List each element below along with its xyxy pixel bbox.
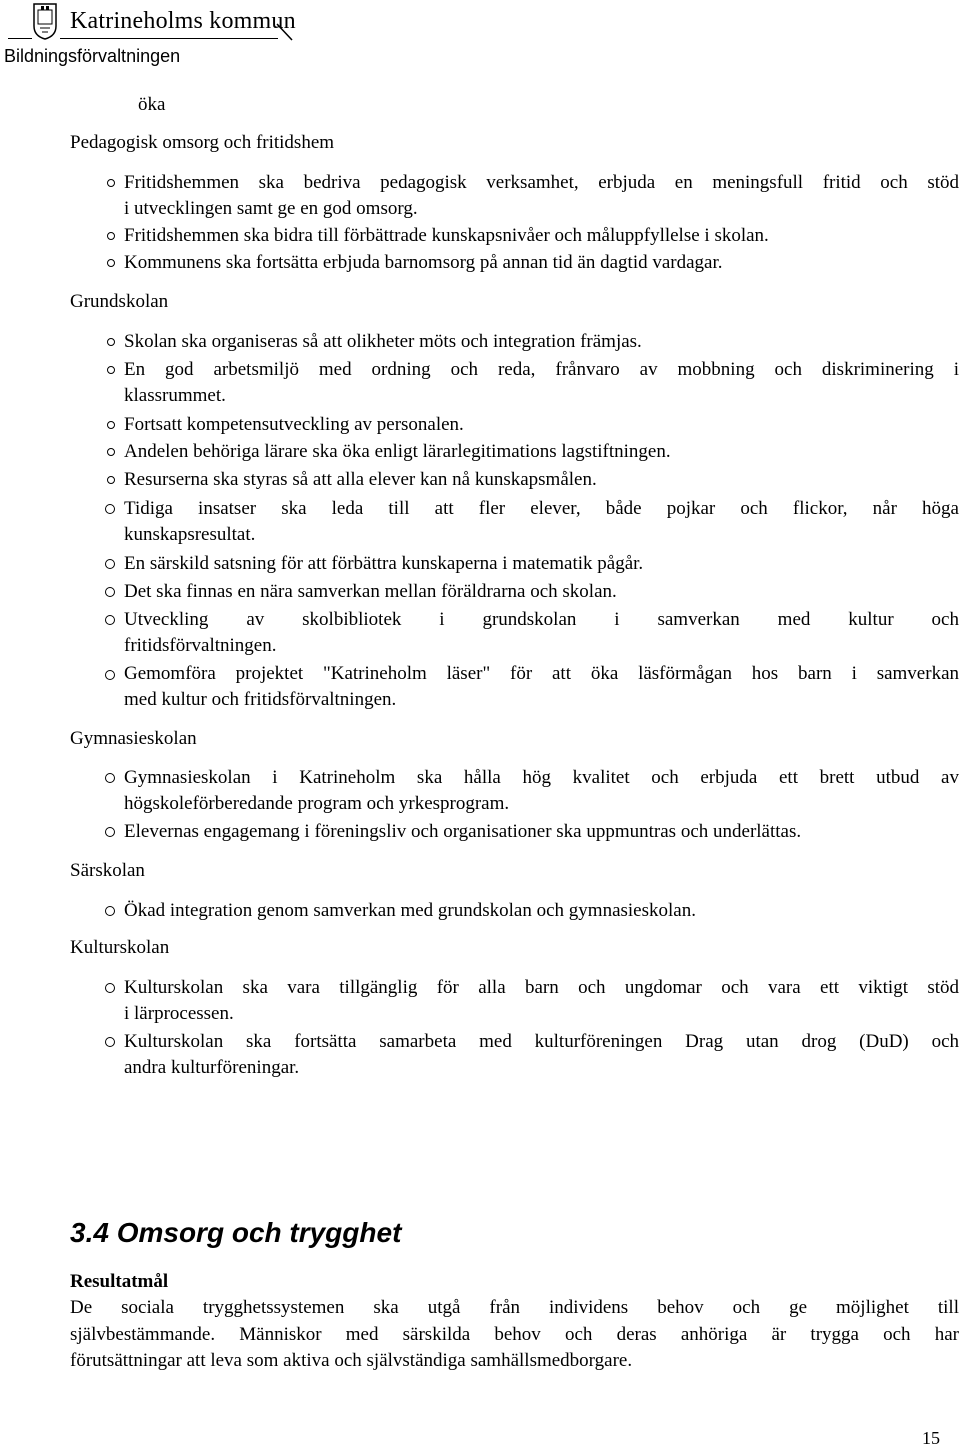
list-item: En särskild satsning för att förbättra kunskaperna i matematik pågår. xyxy=(124,553,644,574)
list-item: Utveckling av skolbibliotek i grundskolan i samverkan med kultur och xyxy=(124,609,959,630)
bullet-icon xyxy=(105,773,115,783)
page-header xyxy=(0,0,960,72)
chapter-heading: 3.4 Omsorg och trygghet xyxy=(70,1217,402,1248)
list-item-continuation: kunskapsresultat. xyxy=(124,524,256,545)
subheading: Resultatmål xyxy=(70,1271,169,1292)
brand-mark-icon xyxy=(276,22,294,42)
list-item-continuation: i lärprocessen. xyxy=(124,1003,234,1024)
list-item: Fortsatt kompetensutveckling av personalen. xyxy=(124,414,464,435)
bullet-icon xyxy=(107,232,115,240)
bullet-icon xyxy=(107,259,115,267)
list-item: En god arbetsmiljö med ordning och reda, frånvaro av mobbning och diskriminering i xyxy=(124,359,959,380)
bullet-icon xyxy=(105,587,115,597)
bullet-icon xyxy=(105,906,115,916)
brand-name: Katrineholms kommun xyxy=(70,8,296,34)
list-item: Fritidshemmen ska bedriva pedagogisk verksamhet, erbjuda en meningsfull fritid och stöd xyxy=(124,172,959,193)
list-item: Kulturskolan ska fortsätta samarbeta med kulturföreningen Drag utan drog (DuD) och xyxy=(124,1031,959,1052)
paragraph-line: förutsättningar att leva som aktiva och självständiga samhällsmedborgare. xyxy=(70,1350,633,1371)
list-item-continuation: fritidsförvaltningen. xyxy=(124,635,277,656)
bullet-icon xyxy=(107,448,115,456)
list-item: Kulturskolan ska vara tillgänglig för alla barn och ungdomar och vara ett viktigt stöd xyxy=(124,977,959,998)
bullet-icon xyxy=(107,476,115,484)
list-item: Resurserna ska styras så att alla elever kan nå kunskapsmålen. xyxy=(124,469,597,490)
list-item-continuation: klassrummet. xyxy=(124,385,226,406)
list-item-continuation: andra kulturföreningar. xyxy=(124,1057,300,1078)
bullet-icon xyxy=(107,366,115,374)
section-heading: Pedagogisk omsorg och fritidshem xyxy=(70,132,335,153)
municipal-crest-icon xyxy=(32,2,58,40)
list-item: Skolan ska organiseras så att olikheter möts och integration främjas. xyxy=(124,331,642,352)
section-heading: Gymnasieskolan xyxy=(70,728,197,749)
list-item: Gemomföra projektet "Katrineholm läser" för att öka läsförmågan hos barn i samverkan xyxy=(124,663,959,684)
header-rule-left xyxy=(8,38,32,39)
list-item: Gymnasieskolan i Katrineholm ska hålla hög kvalitet och erbjuda ett brett utbud av xyxy=(124,767,959,788)
bullet-icon xyxy=(107,421,115,429)
list-item: Tidiga insatser ska leda till att fler elever, både pojkar och flickor, når höga xyxy=(124,498,959,519)
bullet-icon xyxy=(105,827,115,837)
paragraph-line: De sociala trygghetssystemen ska utgå från individens behov och ge möjlighet till xyxy=(70,1297,959,1318)
bullet-icon xyxy=(105,559,115,569)
section-heading: Särskolan xyxy=(70,860,145,881)
continued-fragment: öka xyxy=(138,94,166,115)
list-item: Kommunens ska fortsätta erbjuda barnomsorg på annan tid än dagtid vardagar. xyxy=(124,252,723,273)
bullet-icon xyxy=(107,338,115,346)
list-item-continuation: högskoleförberedande program och yrkesprogram. xyxy=(124,793,510,814)
section-heading: Kulturskolan xyxy=(70,937,170,958)
list-item: Elevernas engagemang i föreningsliv och organisationer ska uppmuntras och underlättas. xyxy=(124,821,802,842)
department-name: Bildningsförvaltningen xyxy=(4,46,181,66)
bullet-icon xyxy=(105,504,115,514)
bullet-icon xyxy=(107,179,115,187)
paragraph-line: självbestämmande. Människor med särskilda behov och deras anhöriga är trygga och har xyxy=(70,1324,959,1345)
list-item-continuation: med kultur och fritidsförvaltningen. xyxy=(124,689,397,710)
list-item: Fritidshemmen ska bidra till förbättrade kunskapsnivåer och måluppfyllelse i skolan. xyxy=(124,225,769,246)
page-number: 15 xyxy=(922,1428,940,1448)
list-item-continuation: i utvecklingen samt ge en god omsorg. xyxy=(124,198,418,219)
list-item: Det ska finnas en nära samverkan mellan föräldrarna och skolan. xyxy=(124,581,617,602)
header-rule xyxy=(60,38,278,39)
section-heading: Grundskolan xyxy=(70,291,169,312)
list-item: Andelen behöriga lärare ska öka enligt lärarlegitimations lagstiftningen. xyxy=(124,441,671,462)
bullet-icon xyxy=(105,983,115,993)
bullet-icon xyxy=(105,670,115,680)
list-item: Ökad integration genom samverkan med grundskolan och gymnasieskolan. xyxy=(124,900,696,921)
bullet-icon xyxy=(105,615,115,625)
bullet-icon xyxy=(105,1037,115,1047)
